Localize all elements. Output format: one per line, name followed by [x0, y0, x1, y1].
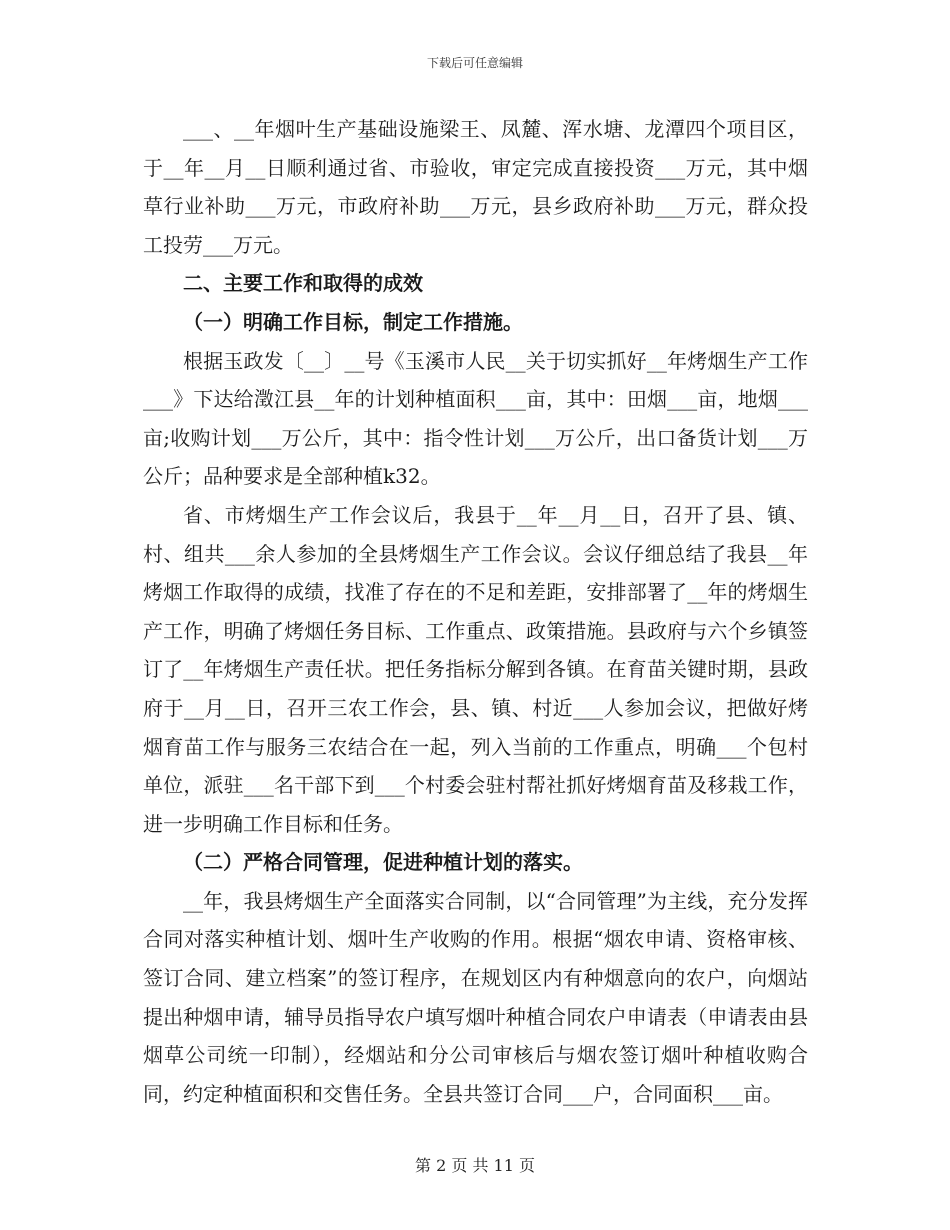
subheading-contract-management: （二）严格合同管理，促进种植计划的落实。 — [183, 850, 583, 875]
paragraph-contract-system: __年，我县烤烟生产全面落实合同制，以“合同管理”为主线，充分发挥合同对落实种植计划、烟叶生产收购的作用。根据“烟农申请、资格审核、签订合同、建立档案”的签订程序，在规划区内有种烟意向的农户，向烟站提出种烟申请，辅导员指导农户填写烟叶种植合同农户申请表（申请表由县烟草公司统一印制），经烟站和分公司审核后与烟农签订烟叶种植收购合同，约定种植面积和交售任务。全县共签订合同___户，合同面积___亩。 — [143, 888, 808, 1106]
header-note: 下载后可任意编辑 — [426, 56, 523, 70]
subheading-work-goals: （一）明确工作目标，制定工作措施。 — [183, 309, 523, 334]
section-heading-main-work: 二、主要工作和取得的成效 — [183, 271, 423, 296]
paragraph-planting-plan: 根据玉政发〔__〕__号《玉溪市人民__关于切实抓好__年烤烟生产工作___》下达给澂江县__年的计划种植面积___亩，其中：田烟___亩，地烟___亩;收购计划___万公斤，其中：指令性计划___万公斤，出口备货计划___万公斤；品种要求是全部种植k32。 — [143, 348, 808, 489]
paragraph-project-acceptance: ___、__年烟叶生产基础设施梁王、凤麓、浑水塘、龙潭四个项目区，于__年__月__日顺利通过省、市验收，审定完成直接投资___万元，其中烟草行业补助___万元，市政府补助___万元，县乡政府补助___万元，群众投工投劳___万元。 — [143, 117, 808, 257]
document-body — [143, 110, 808, 1113]
paragraph-production-meeting: 省、市烤烟生产工作会议后，我县于__年__月__日，召开了县、镇、村、组共___余人参加的全县烤烟生产工作会议。会议仔细总结了我县__年烤烟工作取得的成绩，找准了存在的不足和差距，安排部署了__年的烤烟生产工作，明确了烤烟任务目标、工作重点、政策措施。县政府与六个乡镇签订了__年烤烟生产责任状。把任务指标分解到各镇。在育苗关键时期，县政府于__月__日，召开三农工作会，县、镇、村近___人参加会议，把做好烤烟育苗工作与服务三农结合在一起，列入当前的工作重点，明确___个包村单位，派驻___名干部下到___个村委会驻村帮社抓好烤烟育苗及移栽工作，进一步明确工作目标和任务。 — [143, 502, 808, 836]
page-number: 第 2 页 共 11 页 — [415, 1156, 535, 1175]
